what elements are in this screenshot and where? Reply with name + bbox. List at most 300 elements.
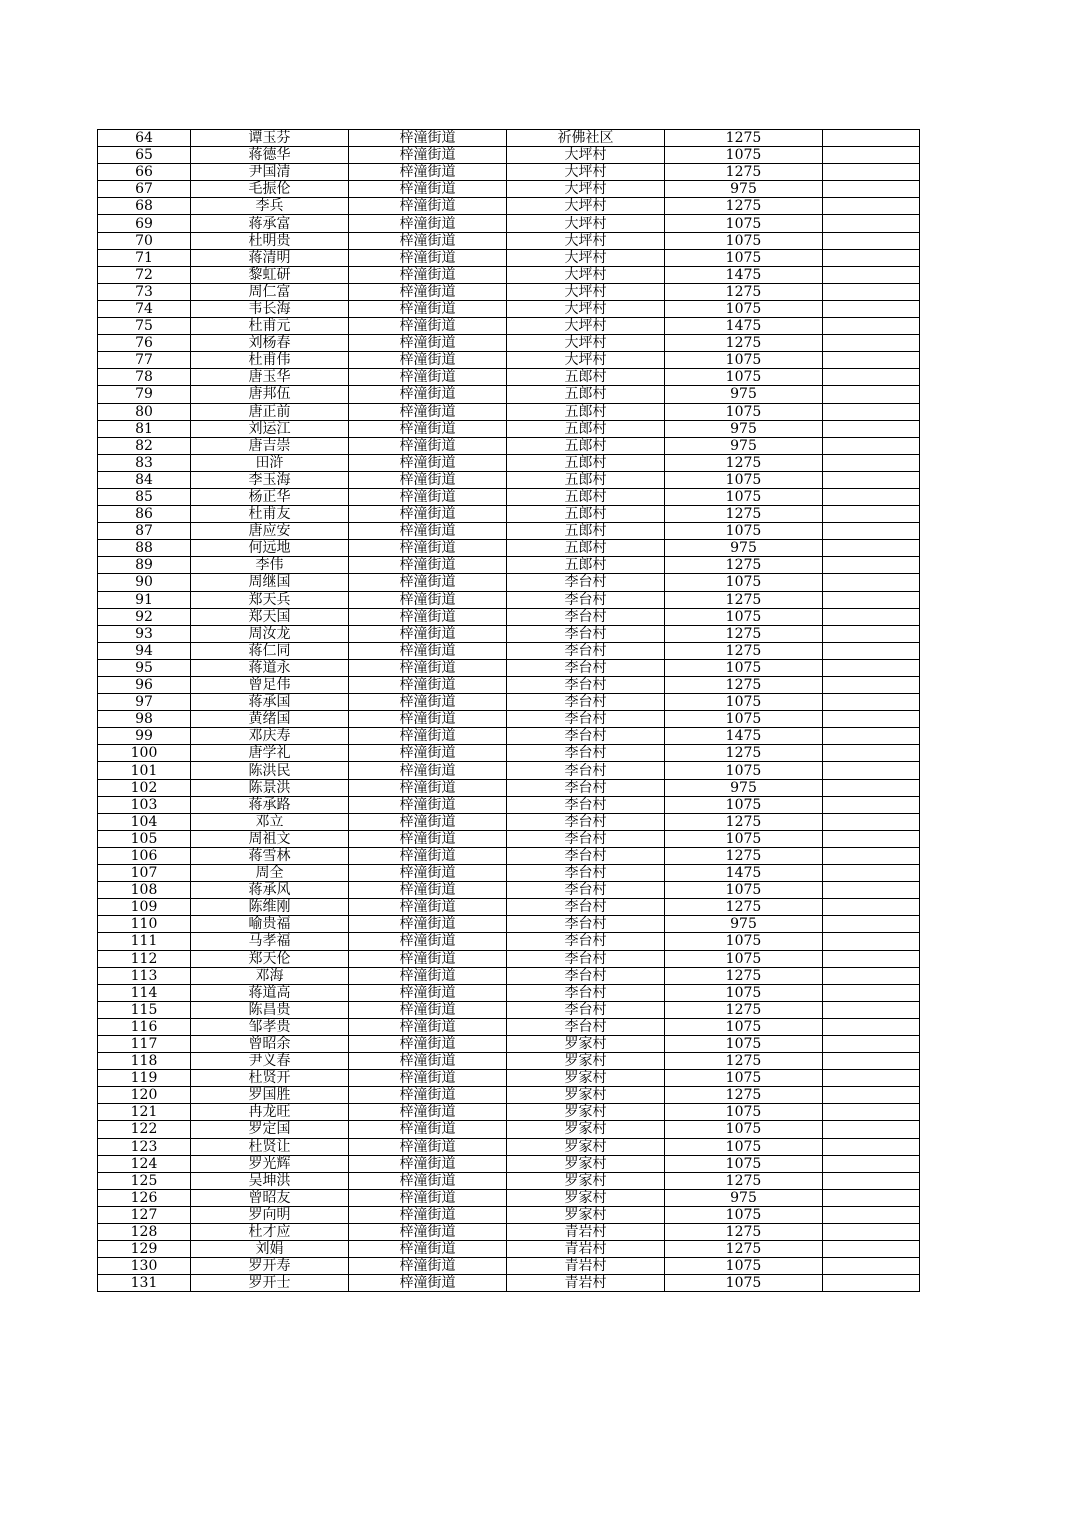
cell-name: 陈昌贵 (191, 1001, 349, 1018)
cell-amount: 1275 (665, 164, 823, 181)
cell-number: 100 (98, 745, 191, 762)
cell-number: 129 (98, 1241, 191, 1258)
table-row (98, 540, 920, 557)
cell-village: 五郎村 (507, 557, 665, 574)
cell-amount: 1075 (665, 1155, 823, 1172)
table-row (98, 830, 920, 847)
cell-amount: 1075 (665, 762, 823, 779)
cell-amount: 975 (665, 386, 823, 403)
cell-village: 青岩村 (507, 1258, 665, 1275)
cell-note (823, 642, 920, 659)
cell-number: 83 (98, 454, 191, 471)
cell-name: 冉龙旺 (191, 1104, 349, 1121)
cell-number: 125 (98, 1172, 191, 1189)
cell-note (823, 369, 920, 386)
cell-name: 马孝福 (191, 933, 349, 950)
table-row (98, 1275, 920, 1292)
cell-number: 69 (98, 215, 191, 232)
cell-village: 李台村 (507, 694, 665, 711)
cell-village: 五郎村 (507, 420, 665, 437)
cell-street: 梓潼街道 (349, 677, 507, 694)
cell-street: 梓潼街道 (349, 232, 507, 249)
cell-village: 李台村 (507, 813, 665, 830)
table-row (98, 1087, 920, 1104)
cell-number: 117 (98, 1035, 191, 1052)
table-row (98, 283, 920, 300)
cell-number: 97 (98, 694, 191, 711)
cell-village: 李台村 (507, 779, 665, 796)
cell-note (823, 796, 920, 813)
table-row (98, 300, 920, 317)
cell-number: 122 (98, 1121, 191, 1138)
cell-village: 李台村 (507, 830, 665, 847)
cell-street: 梓潼街道 (349, 830, 507, 847)
cell-number: 112 (98, 950, 191, 967)
cell-note (823, 283, 920, 300)
cell-number: 65 (98, 147, 191, 164)
cell-name: 黄绪国 (191, 711, 349, 728)
cell-number: 70 (98, 232, 191, 249)
table-row (98, 1172, 920, 1189)
cell-street: 梓潼街道 (349, 1155, 507, 1172)
cell-street: 梓潼街道 (349, 403, 507, 420)
cell-name: 唐学礼 (191, 745, 349, 762)
cell-village: 罗家村 (507, 1206, 665, 1223)
cell-village: 大坪村 (507, 318, 665, 335)
cell-street: 梓潼街道 (349, 215, 507, 232)
cell-village: 李台村 (507, 1001, 665, 1018)
cell-street: 梓潼街道 (349, 1138, 507, 1155)
cell-note (823, 779, 920, 796)
cell-amount: 1075 (665, 608, 823, 625)
cell-street: 梓潼街道 (349, 1104, 507, 1121)
cell-number: 91 (98, 591, 191, 608)
cell-number: 115 (98, 1001, 191, 1018)
cell-name: 周祖文 (191, 830, 349, 847)
table-row (98, 488, 920, 505)
cell-village: 大坪村 (507, 266, 665, 283)
cell-number: 95 (98, 659, 191, 676)
cell-village: 青岩村 (507, 1275, 665, 1292)
cell-village: 李台村 (507, 659, 665, 676)
cell-note (823, 1121, 920, 1138)
cell-number: 82 (98, 437, 191, 454)
table-row (98, 899, 920, 916)
cell-name: 邓庆寿 (191, 728, 349, 745)
table-row (98, 984, 920, 1001)
table-row (98, 608, 920, 625)
cell-note (823, 608, 920, 625)
cell-village: 李台村 (507, 933, 665, 950)
cell-number: 73 (98, 283, 191, 300)
cell-amount: 1275 (665, 454, 823, 471)
cell-amount: 1275 (665, 591, 823, 608)
cell-name: 蒋德华 (191, 147, 349, 164)
cell-note (823, 266, 920, 283)
cell-amount: 1075 (665, 300, 823, 317)
cell-name: 邓立 (191, 813, 349, 830)
cell-note (823, 574, 920, 591)
cell-note (823, 557, 920, 574)
cell-street: 梓潼街道 (349, 540, 507, 557)
cell-village: 李台村 (507, 1018, 665, 1035)
cell-number: 85 (98, 488, 191, 505)
table-row (98, 1258, 920, 1275)
cell-village: 五郎村 (507, 369, 665, 386)
cell-name: 刘运江 (191, 420, 349, 437)
cell-village: 罗家村 (507, 1104, 665, 1121)
cell-number: 77 (98, 352, 191, 369)
cell-village: 李台村 (507, 916, 665, 933)
cell-number: 96 (98, 677, 191, 694)
cell-name: 杨正华 (191, 488, 349, 505)
cell-number: 93 (98, 625, 191, 642)
cell-name: 吴坤洪 (191, 1172, 349, 1189)
cell-amount: 1275 (665, 506, 823, 523)
cell-street: 梓潼街道 (349, 1224, 507, 1241)
cell-note (823, 933, 920, 950)
cell-village: 大坪村 (507, 249, 665, 266)
cell-name: 蒋承路 (191, 796, 349, 813)
cell-name: 罗定国 (191, 1121, 349, 1138)
cell-street: 梓潼街道 (349, 488, 507, 505)
cell-village: 李台村 (507, 967, 665, 984)
cell-name: 杜才应 (191, 1224, 349, 1241)
cell-note (823, 1070, 920, 1087)
cell-note (823, 1001, 920, 1018)
table-row (98, 506, 920, 523)
cell-amount: 1075 (665, 1035, 823, 1052)
cell-street: 梓潼街道 (349, 198, 507, 215)
cell-note (823, 677, 920, 694)
cell-number: 105 (98, 830, 191, 847)
cell-amount: 1075 (665, 1104, 823, 1121)
cell-note (823, 882, 920, 899)
cell-note (823, 762, 920, 779)
cell-amount: 1275 (665, 1087, 823, 1104)
cell-amount: 1075 (665, 147, 823, 164)
cell-street: 梓潼街道 (349, 249, 507, 266)
cell-street: 梓潼街道 (349, 916, 507, 933)
cell-village: 五郎村 (507, 540, 665, 557)
cell-number: 119 (98, 1070, 191, 1087)
cell-amount: 1075 (665, 215, 823, 232)
cell-name: 蒋承风 (191, 882, 349, 899)
table-row (98, 1018, 920, 1035)
cell-amount: 1075 (665, 1070, 823, 1087)
cell-number: 94 (98, 642, 191, 659)
cell-number: 72 (98, 266, 191, 283)
cell-street: 梓潼街道 (349, 1087, 507, 1104)
cell-street: 梓潼街道 (349, 1275, 507, 1292)
cell-amount: 1075 (665, 1138, 823, 1155)
cell-name: 陈景洪 (191, 779, 349, 796)
table-row (98, 659, 920, 676)
cell-street: 梓潼街道 (349, 711, 507, 728)
table-row (98, 420, 920, 437)
cell-note (823, 540, 920, 557)
table-row (98, 437, 920, 454)
cell-village: 李台村 (507, 574, 665, 591)
cell-note (823, 950, 920, 967)
cell-number: 84 (98, 471, 191, 488)
cell-note (823, 1241, 920, 1258)
table-row (98, 882, 920, 899)
cell-note (823, 694, 920, 711)
cell-note (823, 1053, 920, 1070)
table-row (98, 523, 920, 540)
cell-note (823, 1138, 920, 1155)
cell-name: 谭玉芬 (191, 130, 349, 147)
cell-amount: 1275 (665, 283, 823, 300)
cell-note (823, 711, 920, 728)
cell-amount: 1075 (665, 1018, 823, 1035)
cell-village: 青岩村 (507, 1241, 665, 1258)
cell-amount: 1075 (665, 950, 823, 967)
cell-street: 梓潼街道 (349, 847, 507, 864)
cell-amount: 975 (665, 540, 823, 557)
cell-note (823, 335, 920, 352)
cell-number: 79 (98, 386, 191, 403)
table-row (98, 933, 920, 950)
cell-street: 梓潼街道 (349, 386, 507, 403)
cell-name: 李玉海 (191, 471, 349, 488)
table-row (98, 865, 920, 882)
cell-street: 梓潼街道 (349, 1189, 507, 1206)
cell-amount: 975 (665, 779, 823, 796)
cell-note (823, 625, 920, 642)
cell-amount: 1475 (665, 865, 823, 882)
cell-number: 124 (98, 1155, 191, 1172)
cell-village: 罗家村 (507, 1070, 665, 1087)
table-row (98, 916, 920, 933)
cell-note (823, 523, 920, 540)
cell-number: 114 (98, 984, 191, 1001)
cell-note (823, 745, 920, 762)
cell-note (823, 830, 920, 847)
cell-amount: 1275 (665, 335, 823, 352)
cell-note (823, 1087, 920, 1104)
cell-amount: 1275 (665, 813, 823, 830)
cell-name: 唐正前 (191, 403, 349, 420)
table-row (98, 215, 920, 232)
table-row (98, 1121, 920, 1138)
cell-number: 88 (98, 540, 191, 557)
cell-name: 李兵 (191, 198, 349, 215)
table-row (98, 130, 920, 147)
cell-name: 尹义春 (191, 1053, 349, 1070)
cell-name: 唐吉崇 (191, 437, 349, 454)
cell-amount: 1075 (665, 711, 823, 728)
cell-number: 80 (98, 403, 191, 420)
cell-number: 66 (98, 164, 191, 181)
cell-note (823, 181, 920, 198)
table-row (98, 813, 920, 830)
cell-street: 梓潼街道 (349, 813, 507, 830)
cell-note (823, 1155, 920, 1172)
cell-street: 梓潼街道 (349, 1172, 507, 1189)
cell-name: 蒋清明 (191, 249, 349, 266)
cell-village: 五郎村 (507, 488, 665, 505)
table-row (98, 711, 920, 728)
cell-name: 蒋雪林 (191, 847, 349, 864)
cell-note (823, 591, 920, 608)
table-row (98, 1053, 920, 1070)
cell-name: 郑天国 (191, 608, 349, 625)
cell-name: 曾昭友 (191, 1189, 349, 1206)
cell-name: 周仁富 (191, 283, 349, 300)
table-row (98, 318, 920, 335)
cell-village: 大坪村 (507, 181, 665, 198)
cell-street: 梓潼街道 (349, 1035, 507, 1052)
cell-name: 曾昭余 (191, 1035, 349, 1052)
table-row (98, 1104, 920, 1121)
cell-number: 102 (98, 779, 191, 796)
cell-village: 罗家村 (507, 1172, 665, 1189)
cell-amount: 975 (665, 420, 823, 437)
table-row (98, 369, 920, 386)
cell-amount: 1475 (665, 318, 823, 335)
cell-village: 李台村 (507, 642, 665, 659)
cell-amount: 1275 (665, 967, 823, 984)
table-row (98, 591, 920, 608)
cell-number: 131 (98, 1275, 191, 1292)
cell-note (823, 386, 920, 403)
cell-note (823, 403, 920, 420)
cell-name: 黎虹研 (191, 266, 349, 283)
cell-amount: 1275 (665, 1001, 823, 1018)
cell-amount: 1075 (665, 488, 823, 505)
cell-street: 梓潼街道 (349, 1053, 507, 1070)
cell-name: 何远地 (191, 540, 349, 557)
table-row (98, 694, 920, 711)
table-row (98, 232, 920, 249)
cell-village: 大坪村 (507, 164, 665, 181)
cell-name: 周全 (191, 865, 349, 882)
table-row (98, 266, 920, 283)
cell-street: 梓潼街道 (349, 933, 507, 950)
cell-number: 121 (98, 1104, 191, 1121)
cell-amount: 1275 (665, 677, 823, 694)
cell-street: 梓潼街道 (349, 420, 507, 437)
cell-street: 梓潼街道 (349, 1001, 507, 1018)
table-row (98, 352, 920, 369)
cell-number: 90 (98, 574, 191, 591)
table-row (98, 557, 920, 574)
cell-name: 唐应安 (191, 523, 349, 540)
cell-name: 邹孝贵 (191, 1018, 349, 1035)
cell-name: 蒋承国 (191, 694, 349, 711)
cell-street: 梓潼街道 (349, 147, 507, 164)
table-row (98, 745, 920, 762)
cell-name: 杜甫友 (191, 506, 349, 523)
cell-note (823, 198, 920, 215)
cell-village: 李台村 (507, 711, 665, 728)
cell-number: 78 (98, 369, 191, 386)
cell-amount: 1475 (665, 728, 823, 745)
cell-street: 梓潼街道 (349, 283, 507, 300)
table-row (98, 1035, 920, 1052)
cell-note (823, 916, 920, 933)
table-row (98, 1206, 920, 1223)
cell-number: 118 (98, 1053, 191, 1070)
table-row (98, 677, 920, 694)
cell-name: 唐玉华 (191, 369, 349, 386)
cell-amount: 975 (665, 181, 823, 198)
cell-name: 杜甫元 (191, 318, 349, 335)
table-row (98, 1070, 920, 1087)
cell-number: 75 (98, 318, 191, 335)
cell-note (823, 249, 920, 266)
cell-village: 大坪村 (507, 283, 665, 300)
cell-number: 130 (98, 1258, 191, 1275)
cell-number: 89 (98, 557, 191, 574)
cell-amount: 1275 (665, 1172, 823, 1189)
cell-village: 五郎村 (507, 471, 665, 488)
cell-street: 梓潼街道 (349, 659, 507, 676)
table-row (98, 1001, 920, 1018)
table-row (98, 1155, 920, 1172)
cell-amount: 1475 (665, 266, 823, 283)
cell-amount: 1075 (665, 523, 823, 540)
cell-number: 127 (98, 1206, 191, 1223)
cell-street: 梓潼街道 (349, 266, 507, 283)
cell-street: 梓潼街道 (349, 694, 507, 711)
cell-number: 128 (98, 1224, 191, 1241)
table-body (98, 130, 920, 1292)
cell-amount: 1075 (665, 1258, 823, 1275)
cell-village: 五郎村 (507, 523, 665, 540)
cell-amount: 1075 (665, 352, 823, 369)
cell-note (823, 1275, 920, 1292)
cell-amount: 1075 (665, 471, 823, 488)
cell-amount: 1075 (665, 403, 823, 420)
cell-note (823, 471, 920, 488)
cell-name: 陈洪民 (191, 762, 349, 779)
cell-note (823, 728, 920, 745)
cell-street: 梓潼街道 (349, 130, 507, 147)
cell-number: 108 (98, 882, 191, 899)
table-row (98, 762, 920, 779)
table-row (98, 1189, 920, 1206)
cell-amount: 1075 (665, 659, 823, 676)
cell-amount: 1075 (665, 830, 823, 847)
cell-street: 梓潼街道 (349, 1206, 507, 1223)
cell-name: 蒋道永 (191, 659, 349, 676)
table-row (98, 625, 920, 642)
cell-street: 梓潼街道 (349, 523, 507, 540)
cell-name: 周继国 (191, 574, 349, 591)
cell-note (823, 164, 920, 181)
cell-name: 郑天兵 (191, 591, 349, 608)
cell-street: 梓潼街道 (349, 1241, 507, 1258)
cell-note (823, 1172, 920, 1189)
cell-amount: 1075 (665, 694, 823, 711)
cell-village: 大坪村 (507, 147, 665, 164)
cell-number: 92 (98, 608, 191, 625)
cell-amount: 975 (665, 437, 823, 454)
cell-village: 李台村 (507, 677, 665, 694)
cell-name: 蒋承富 (191, 215, 349, 232)
cell-number: 86 (98, 506, 191, 523)
cell-number: 111 (98, 933, 191, 950)
table-row (98, 847, 920, 864)
cell-village: 李台村 (507, 762, 665, 779)
cell-note (823, 318, 920, 335)
cell-name: 韦长海 (191, 300, 349, 317)
table-row (98, 181, 920, 198)
table-row (98, 967, 920, 984)
